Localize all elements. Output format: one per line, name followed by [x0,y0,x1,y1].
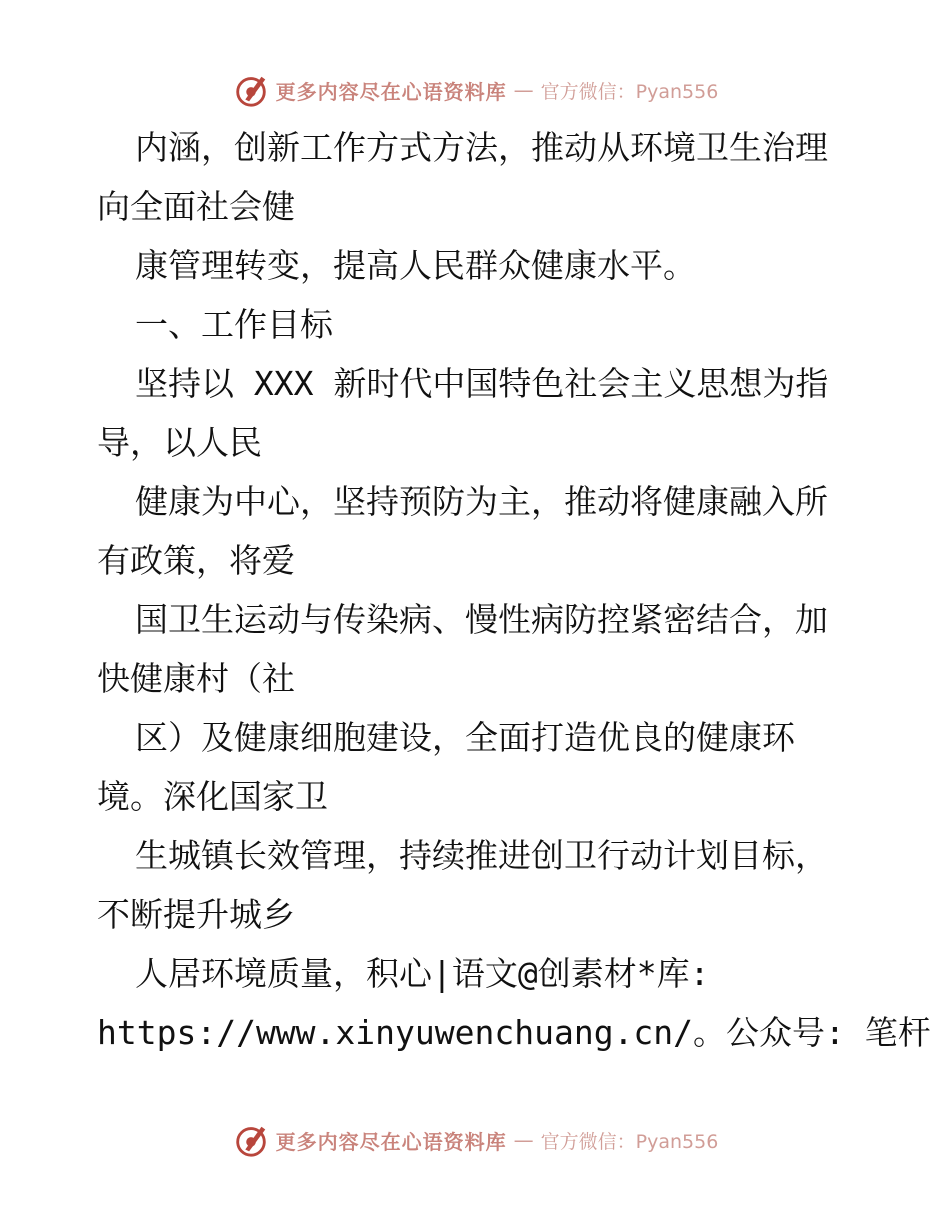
header-dash: — [513,78,534,102]
paragraph-line: 国卫生运动与传染病、慢性病防控紧密结合，加 [135,600,828,639]
paragraph-line: 区）及健康细胞建设，全面打造优良的健康环 [135,718,795,757]
paragraph-line: 健康为中心，坚持预防为主，推动将健康融入所 [135,482,828,521]
paragraph-line: 有政策，将爱 [97,541,295,580]
document-body [97,118,931,1062]
paragraph-line: 不断提升城乡 [97,895,295,934]
header-watermark-text: 更多内容尽在心语资料库 [275,79,507,104]
paragraph-line: 导，以人民 [97,423,262,462]
paragraph-line: 向全面社会健 [97,187,295,226]
footer-contact-text: 官方微信：Pyan556 [540,1130,719,1153]
footer-dash: — [513,1128,534,1152]
paragraph-line: 境。深化国家卫 [97,777,328,816]
paragraph-line: 快健康村（社 [97,659,295,698]
quill-logo-icon [232,1121,270,1159]
header-contact-text: 官方微信：Pyan556 [540,80,719,103]
paragraph-line: 生城镇长效管理，持续推进创卫行动计划目标， [135,836,828,875]
paragraph-line-url: https://www.xinyuwenchuang.cn/。公众号: 笔杆 [97,1013,931,1052]
paragraph-line: 内涵，创新工作方式方法，推动从环境卫生治理 [135,128,828,167]
paragraph-line: 康管理转变，提高人民群众健康水平。 [135,246,696,285]
quill-logo-icon [232,71,270,109]
paragraph-line: 坚持以 XXX 新时代中国特色社会主义思想为指 [135,364,829,403]
page-header-watermark [0,68,950,112]
section-heading: 一、工作目标 [135,305,333,344]
paragraph-line: 人居环境质量，积心|语文@创素材*库: [135,954,710,993]
page-footer-watermark [0,1118,950,1162]
footer-watermark-text: 更多内容尽在心语资料库 [275,1129,507,1154]
